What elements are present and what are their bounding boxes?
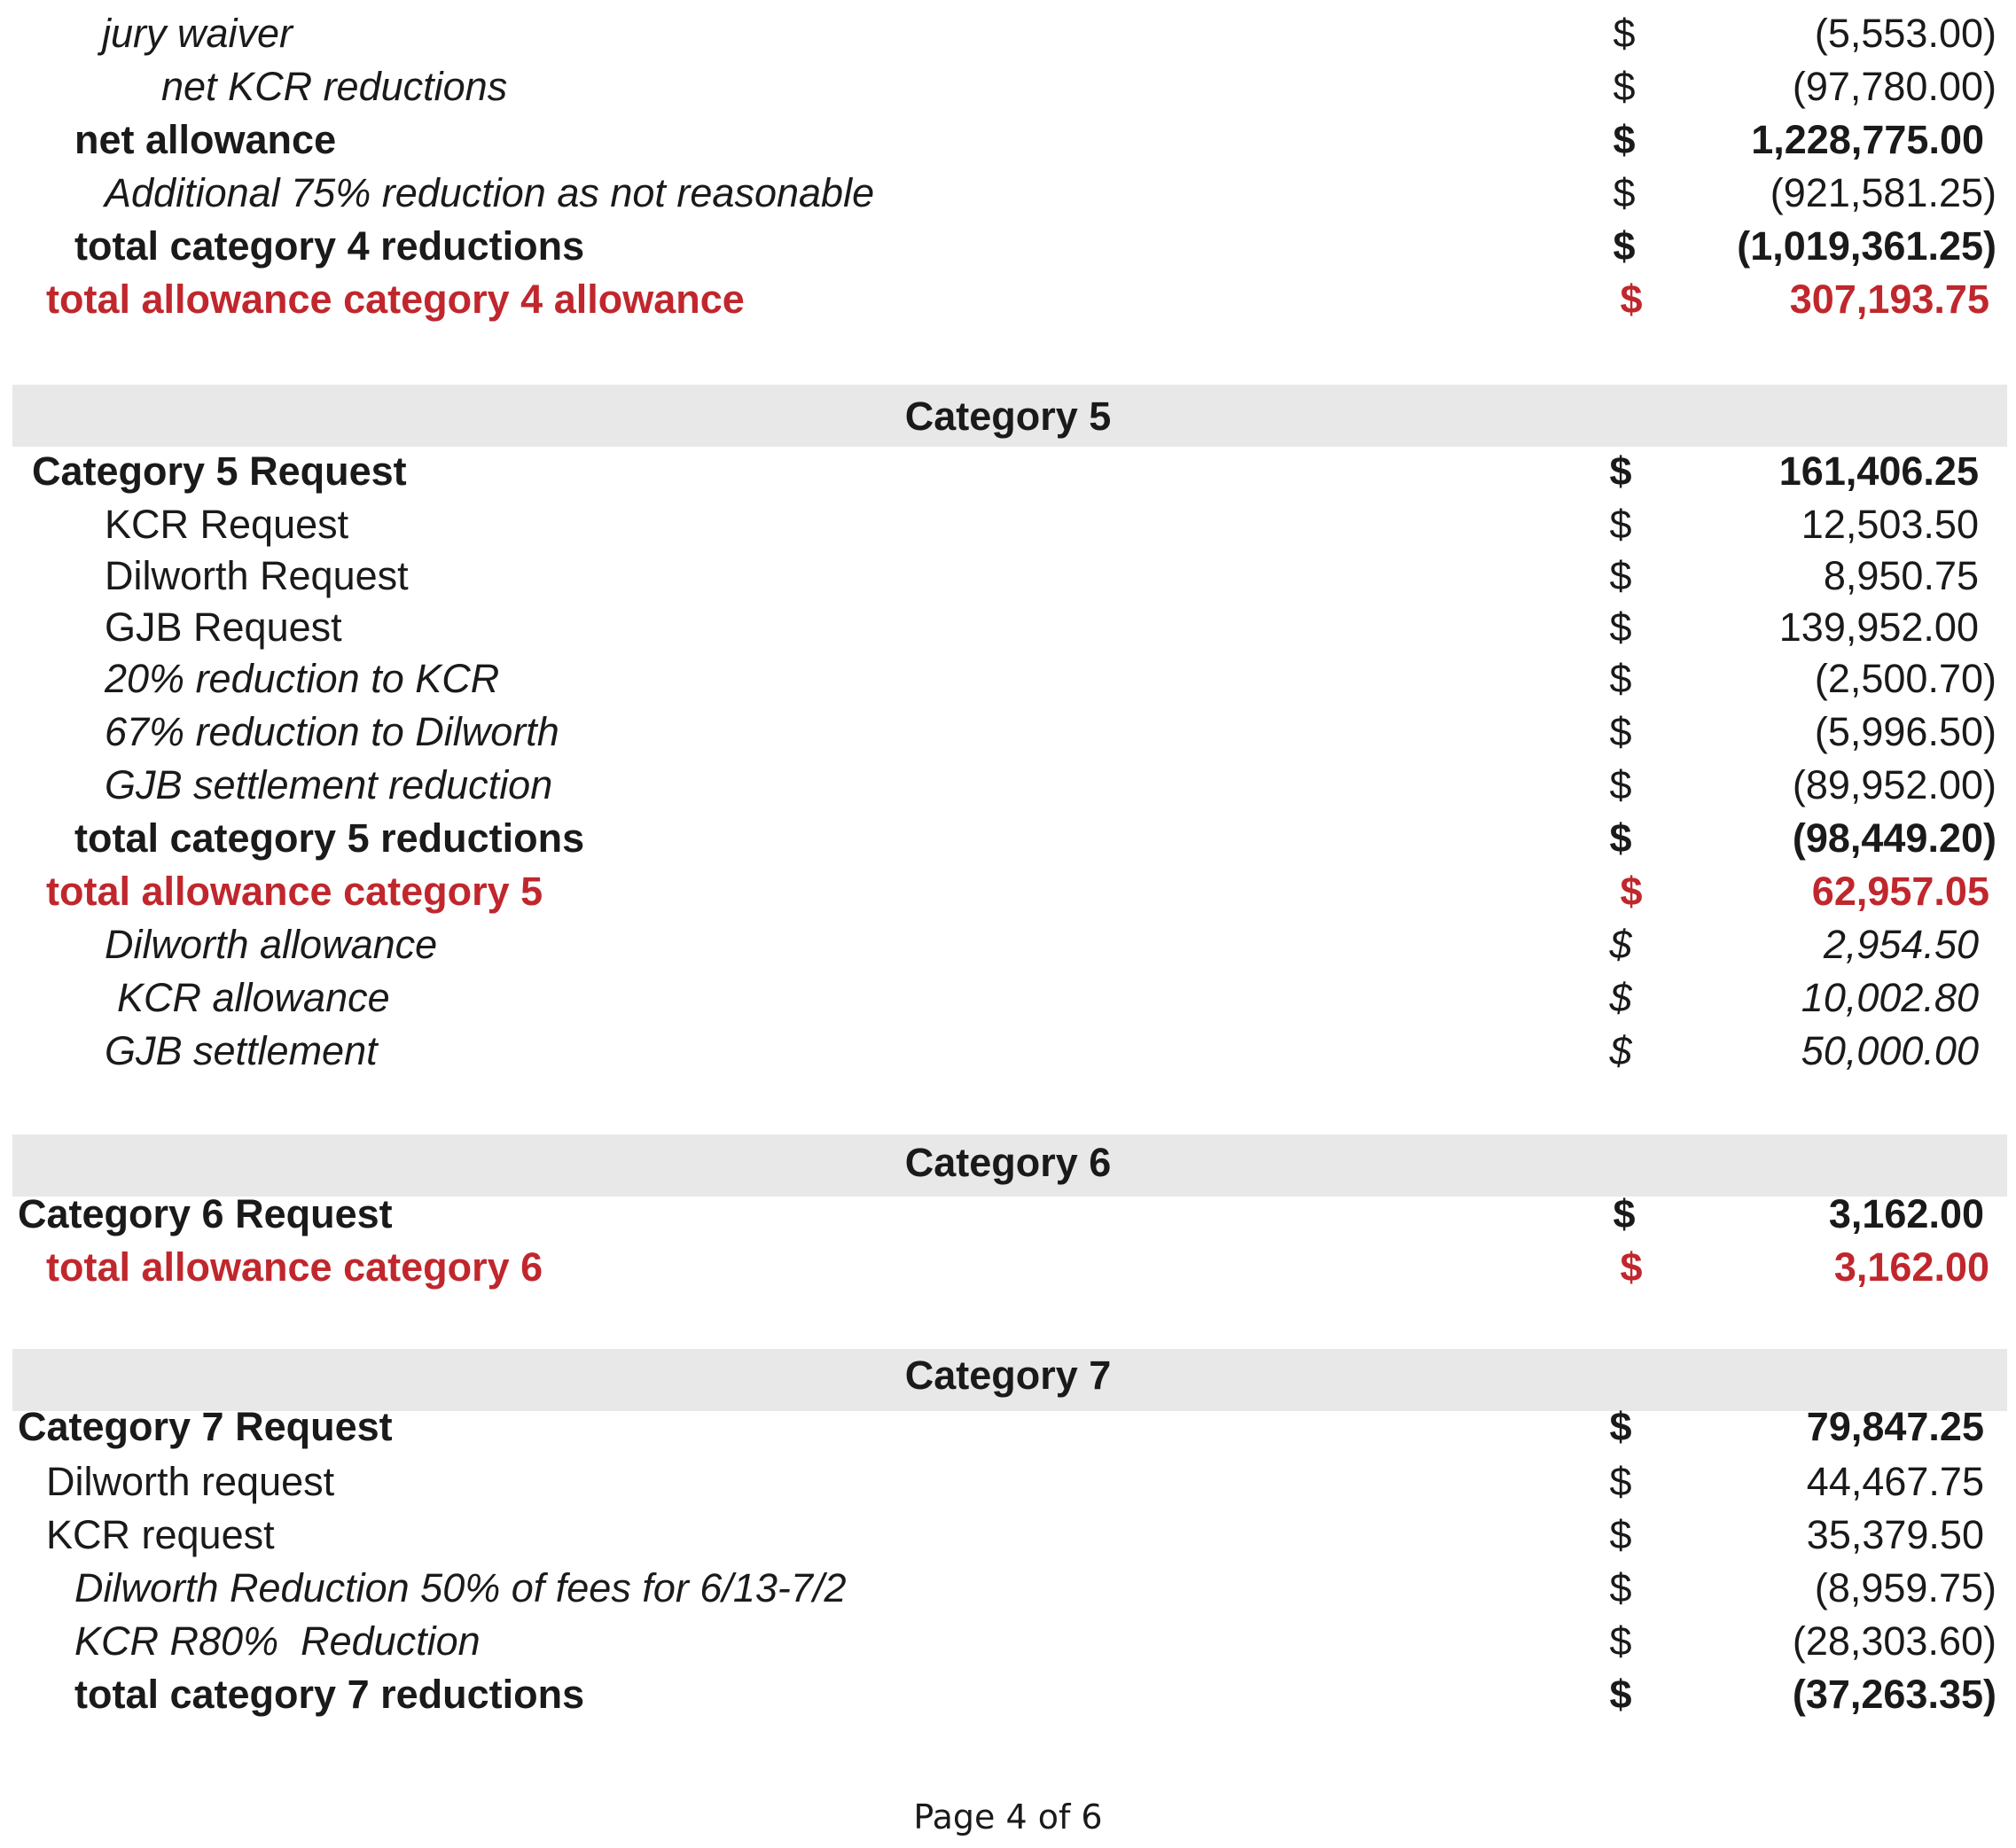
table-row bbox=[0, 220, 2016, 273]
currency-symbol: $ bbox=[1620, 869, 1643, 914]
currency-symbol: $ bbox=[1613, 11, 1636, 56]
row-label: 67% reduction to Dilworth bbox=[105, 709, 559, 754]
table-row bbox=[0, 550, 2016, 603]
row-amount: (2,500.70) bbox=[1814, 656, 1996, 701]
row-label: GJB settlement bbox=[105, 1028, 378, 1073]
table-row bbox=[0, 918, 2016, 971]
row-label: total category 5 reductions bbox=[74, 815, 585, 861]
row-label: Category 5 Request bbox=[32, 448, 407, 494]
table-row bbox=[0, 1668, 2016, 1721]
currency-symbol: $ bbox=[1609, 815, 1632, 861]
table-row bbox=[0, 1025, 2016, 1078]
currency-symbol: $ bbox=[1613, 223, 1636, 269]
row-amount: 2,954.50 bbox=[1823, 922, 1979, 967]
currency-symbol: $ bbox=[1609, 448, 1632, 494]
row-label: total category 4 reductions bbox=[74, 223, 585, 269]
row-label: 20% reduction to KCR bbox=[105, 656, 500, 701]
row-label: KCR request bbox=[46, 1512, 275, 1557]
currency-symbol: $ bbox=[1609, 1618, 1632, 1664]
row-amount: (5,996.50) bbox=[1814, 709, 1996, 754]
currency-symbol: $ bbox=[1609, 604, 1632, 650]
row-label: Dilworth Reduction 50% of fees for 6/13-7/2 bbox=[74, 1565, 847, 1610]
table-row bbox=[0, 498, 2016, 551]
row-label: net allowance bbox=[74, 117, 337, 162]
row-label: net KCR reductions bbox=[161, 64, 508, 109]
row-label: total allowance category 6 bbox=[46, 1244, 543, 1290]
row-label: Category 7 Request bbox=[18, 1404, 393, 1449]
row-label: GJB settlement reduction bbox=[105, 762, 553, 807]
currency-symbol: $ bbox=[1620, 277, 1643, 322]
currency-symbol: $ bbox=[1613, 1191, 1636, 1236]
row-amount: 12,503.50 bbox=[1801, 502, 1979, 547]
row-amount: 161,406.25 bbox=[1778, 448, 1979, 494]
currency-symbol: $ bbox=[1609, 1672, 1632, 1717]
row-amount: (921,581.25) bbox=[1770, 170, 1996, 215]
section-title: Category 5 bbox=[904, 394, 1112, 439]
currency-symbol: $ bbox=[1609, 1565, 1632, 1610]
row-label: total category 7 reductions bbox=[74, 1672, 585, 1717]
table-row bbox=[0, 1455, 2016, 1509]
row-label: jury waiver bbox=[102, 11, 293, 56]
table-row bbox=[0, 167, 2016, 220]
row-label: KCR Request bbox=[105, 502, 349, 547]
row-amount: (8,959.75) bbox=[1814, 1565, 1996, 1610]
row-amount: 62,957.05 bbox=[1811, 869, 1989, 914]
currency-symbol: $ bbox=[1609, 709, 1632, 754]
table-row bbox=[0, 7, 2016, 60]
table-row bbox=[0, 1241, 2016, 1294]
currency-symbol: $ bbox=[1609, 1459, 1632, 1504]
currency-symbol: $ bbox=[1620, 1244, 1643, 1290]
row-amount: (97,780.00) bbox=[1792, 64, 1996, 109]
row-label: total allowance category 4 allowance bbox=[46, 277, 745, 322]
currency-symbol: $ bbox=[1613, 170, 1636, 215]
table-row bbox=[0, 1509, 2016, 1562]
table-row bbox=[0, 113, 2016, 167]
table-row bbox=[0, 706, 2016, 759]
row-amount: 8,950.75 bbox=[1823, 553, 1979, 598]
row-label: GJB Request bbox=[105, 604, 342, 650]
row-label: Dilworth request bbox=[46, 1459, 335, 1504]
row-amount: (28,303.60) bbox=[1792, 1618, 1996, 1664]
row-amount: (37,263.35) bbox=[1792, 1672, 1996, 1717]
row-amount: 1,228,775.00 bbox=[1751, 117, 1984, 162]
row-amount: 3,162.00 bbox=[1828, 1191, 1984, 1236]
table-row bbox=[0, 865, 2016, 918]
currency-symbol: $ bbox=[1609, 1512, 1632, 1557]
row-amount: 3,162.00 bbox=[1833, 1244, 1989, 1290]
currency-symbol: $ bbox=[1613, 64, 1636, 109]
table-row bbox=[0, 273, 2016, 326]
row-amount: (5,553.00) bbox=[1814, 11, 1996, 56]
currency-symbol: $ bbox=[1609, 922, 1632, 967]
currency-symbol: $ bbox=[1609, 656, 1632, 701]
row-amount: (89,952.00) bbox=[1792, 762, 1996, 807]
row-label: Category 6 Request bbox=[18, 1191, 393, 1236]
currency-symbol: $ bbox=[1609, 553, 1632, 598]
row-label: KCR allowance bbox=[117, 975, 390, 1020]
section-title: Category 7 bbox=[904, 1353, 1112, 1398]
row-amount: 139,952.00 bbox=[1778, 604, 1979, 650]
row-amount: 79,847.25 bbox=[1806, 1404, 1984, 1449]
table-row bbox=[0, 1615, 2016, 1668]
section-title: Category 6 bbox=[904, 1140, 1112, 1185]
row-amount: 50,000.00 bbox=[1801, 1028, 1979, 1073]
table-row bbox=[0, 60, 2016, 113]
table-row bbox=[0, 1188, 2016, 1241]
table-row bbox=[0, 1562, 2016, 1615]
currency-symbol: $ bbox=[1609, 502, 1632, 547]
currency-symbol: $ bbox=[1609, 762, 1632, 807]
row-label: KCR R80% Reduction bbox=[74, 1618, 481, 1664]
table-row bbox=[0, 601, 2016, 654]
row-amount: 10,002.80 bbox=[1801, 975, 1979, 1020]
page-number: Page 4 of 6 bbox=[913, 1797, 1103, 1836]
table-row bbox=[0, 812, 2016, 865]
currency-symbol: $ bbox=[1609, 975, 1632, 1020]
row-label: total allowance category 5 bbox=[46, 869, 543, 914]
row-label: Additional 75% reduction as not reasonable bbox=[105, 170, 875, 215]
row-amount: 35,379.50 bbox=[1806, 1512, 1984, 1557]
table-row bbox=[0, 971, 2016, 1025]
row-label: Dilworth allowance bbox=[105, 922, 438, 967]
row-amount: 44,467.75 bbox=[1806, 1459, 1984, 1504]
table-row bbox=[0, 1400, 2016, 1454]
row-amount: (98,449.20) bbox=[1792, 815, 1996, 861]
table-row bbox=[0, 759, 2016, 812]
table-row bbox=[0, 445, 2016, 498]
row-amount: (1,019,361.25) bbox=[1737, 223, 1996, 269]
currency-symbol: $ bbox=[1609, 1404, 1632, 1449]
currency-symbol: $ bbox=[1613, 117, 1636, 162]
table-row bbox=[0, 652, 2016, 706]
row-label: Dilworth Request bbox=[105, 553, 409, 598]
row-amount: 307,193.75 bbox=[1789, 277, 1989, 322]
currency-symbol: $ bbox=[1609, 1028, 1632, 1073]
